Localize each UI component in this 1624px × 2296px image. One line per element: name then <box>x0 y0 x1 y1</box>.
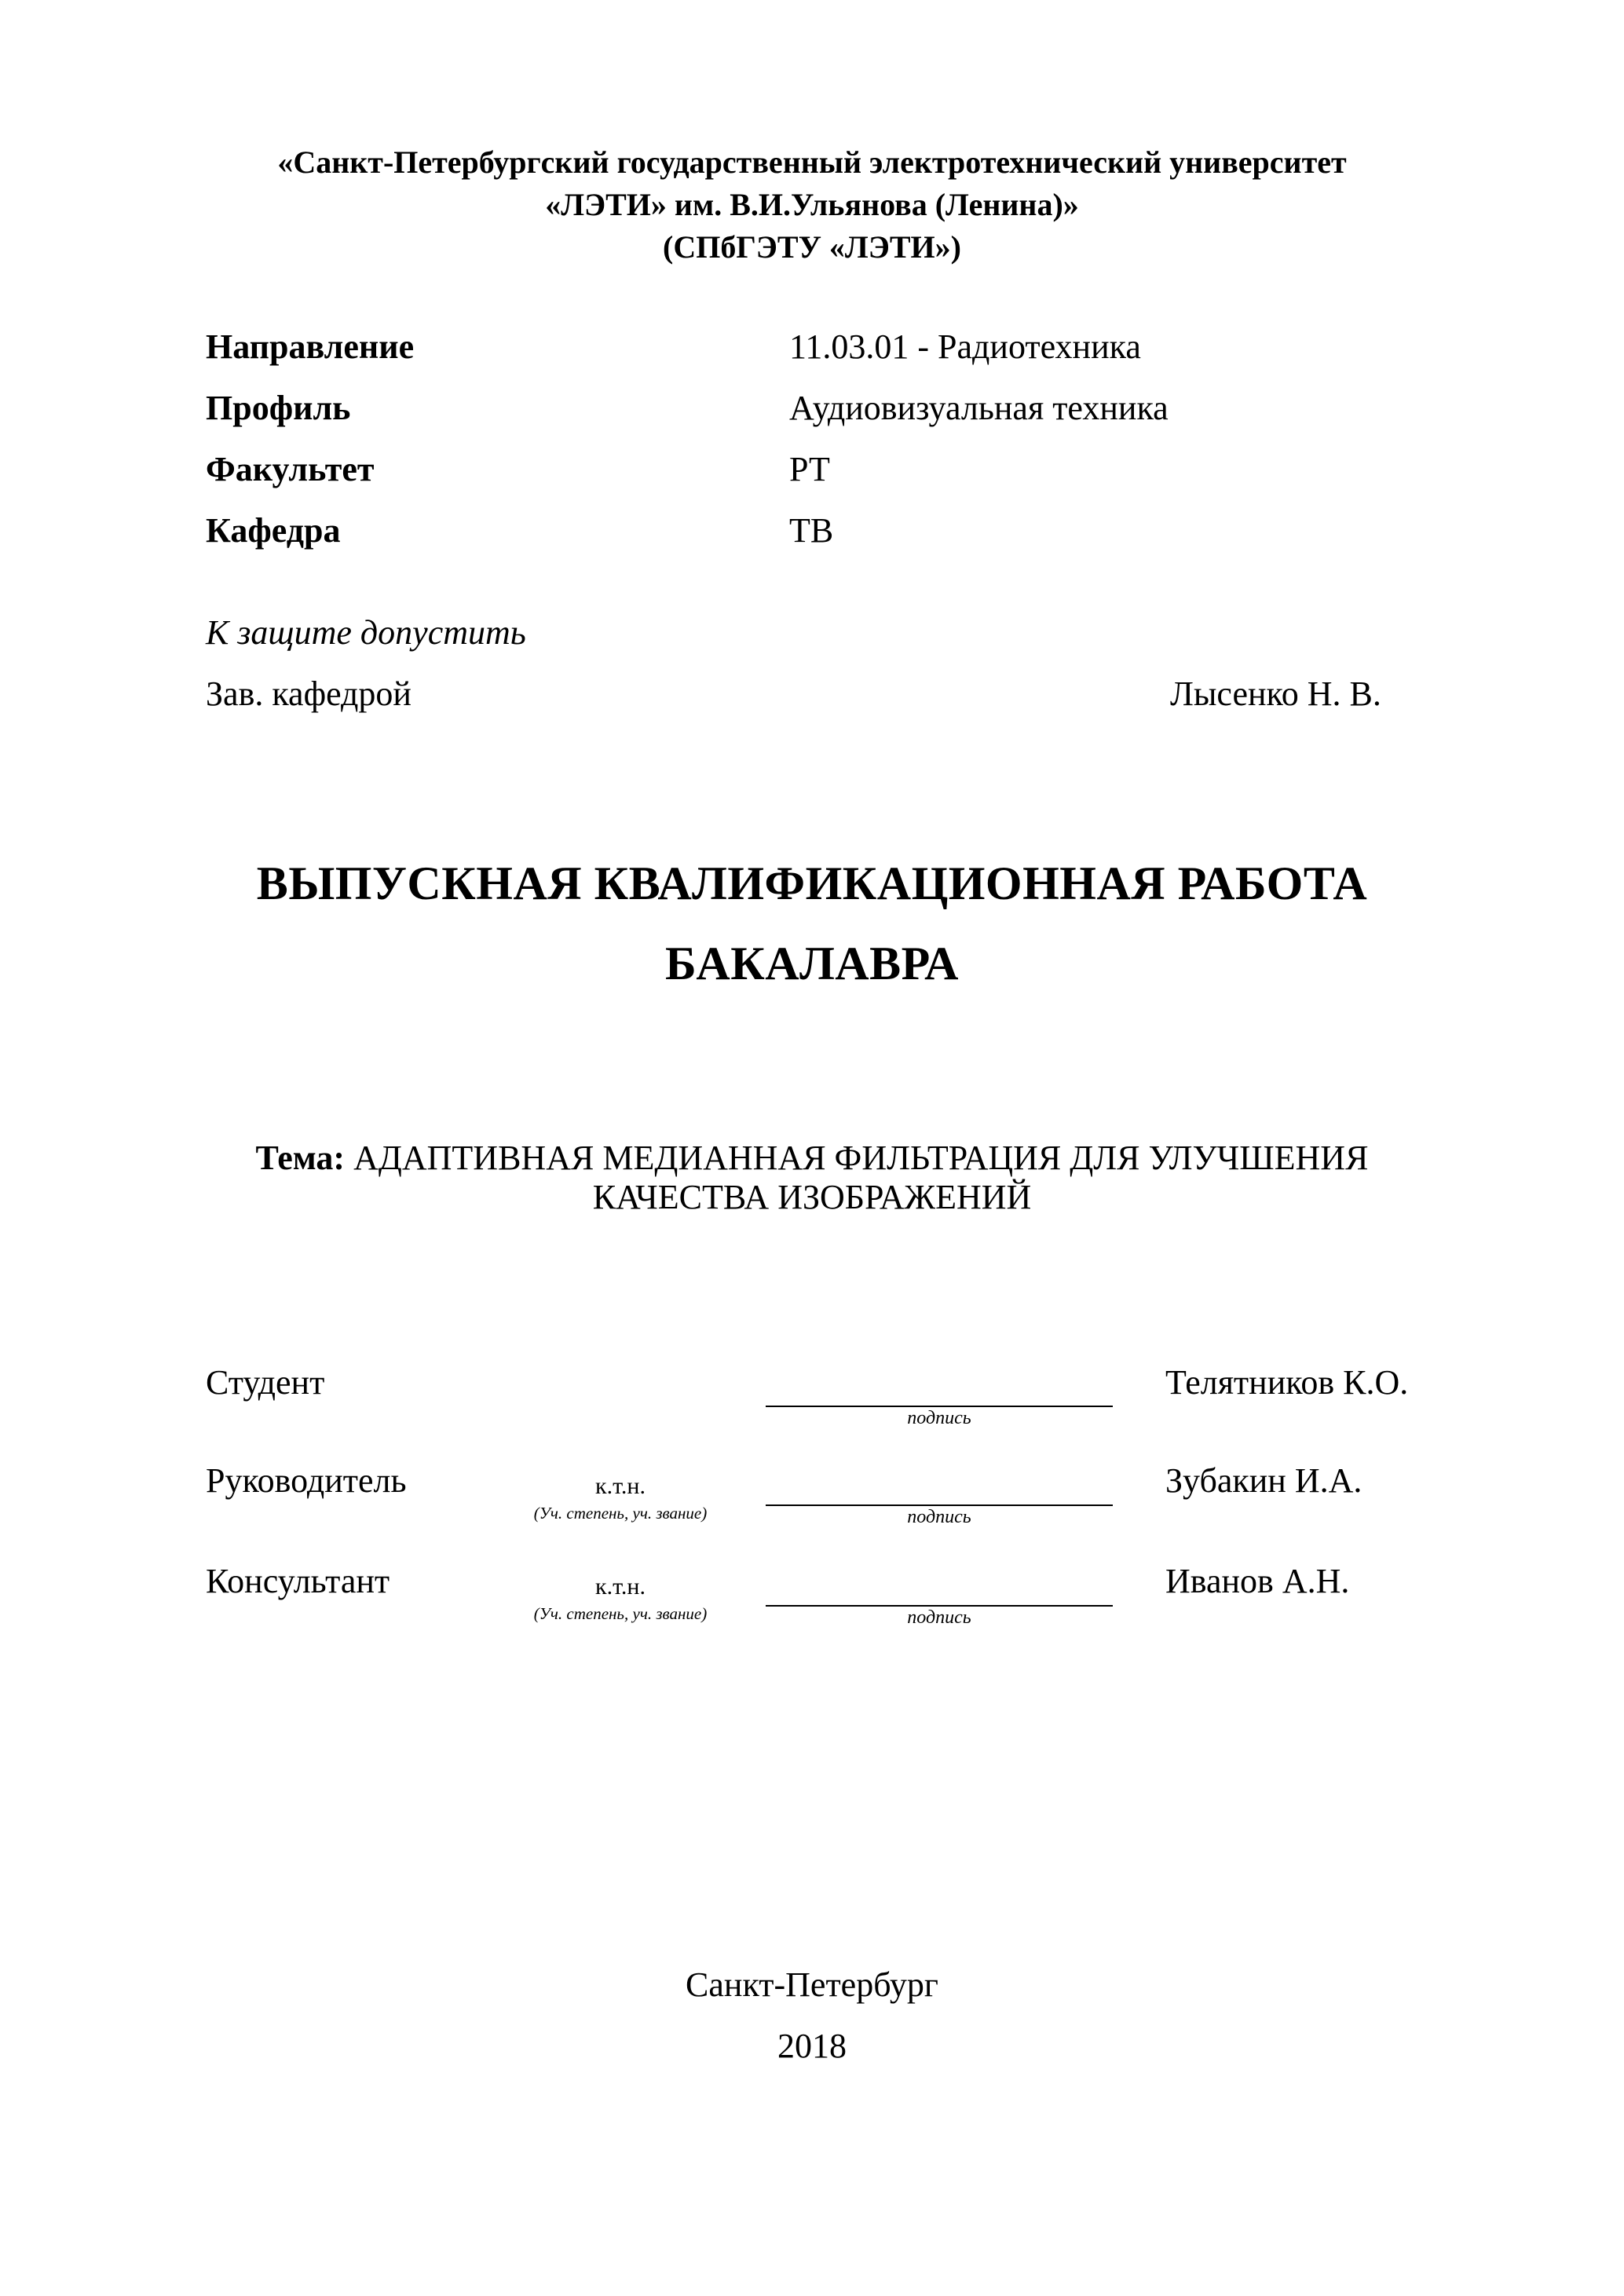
admit-to-defense: К защите допустить <box>206 613 526 652</box>
work-title-line2: БАКАЛАВРА <box>665 938 959 989</box>
year: 2018 <box>777 2027 847 2065</box>
department-label: Кафедра <box>206 511 341 550</box>
student-name: Телятников К.О. <box>1165 1363 1409 1402</box>
profile-label: Профиль <box>206 389 351 427</box>
supervisor-degree-caption: (Уч. степень, уч. звание) <box>533 1504 708 1523</box>
work-title-line1: ВЫПУСКНАЯ КВАЛИФИКАЦИОННАЯ РАБОТА <box>256 857 1368 909</box>
direction-value: 11.03.01 - Радиотехника <box>789 327 1141 366</box>
supervisor-name: Зубакин И.А. <box>1165 1461 1362 1500</box>
consultant-degree: к.т.н. <box>595 1574 646 1600</box>
student-role: Студент <box>206 1363 325 1402</box>
head-of-department-label: Зав. кафедрой <box>206 675 411 713</box>
topic-label: Тема: <box>255 1139 346 1177</box>
topic-text-line1: АДАПТИВНАЯ МЕДИАННАЯ ФИЛЬТРАЦИЯ ДЛЯ УЛУЧШЕНИЯ <box>353 1139 1369 1177</box>
department-value: ТВ <box>789 511 834 550</box>
faculty-value: РТ <box>789 450 830 488</box>
direction-label: Направление <box>206 327 415 366</box>
consultant-signature-caption: подпись <box>907 1607 971 1628</box>
faculty-label: Факультет <box>206 450 375 488</box>
student-signature-line <box>766 1406 1113 1407</box>
supervisor-signature-line <box>766 1504 1113 1506</box>
head-of-department-name: Лысенко Н. В. <box>1170 675 1381 713</box>
profile-value: Аудиовизуальная техника <box>789 389 1169 427</box>
consultant-role: Консультант <box>206 1562 390 1600</box>
consultant-name: Иванов А.Н. <box>1165 1562 1350 1600</box>
topic-text-line2: КАЧЕСТВА ИЗОБРАЖЕНИЙ <box>592 1178 1032 1216</box>
supervisor-signature-caption: подпись <box>907 1507 971 1527</box>
consultant-degree-caption: (Уч. степень, уч. звание) <box>533 1604 708 1623</box>
topic-line1 <box>0 1139 1624 1178</box>
supervisor-role: Руководитель <box>206 1461 407 1500</box>
consultant-signature-line <box>766 1605 1113 1607</box>
university-name-line1: «Санкт-Петербургский государственный электротехнический университет <box>277 144 1347 180</box>
city: Санкт-Петербург <box>686 1965 938 2004</box>
university-name-line2: «ЛЭТИ» им. В.И.Ульянова (Ленина)» <box>545 187 1079 222</box>
student-signature-caption: подпись <box>907 1408 971 1428</box>
supervisor-degree: к.т.н. <box>595 1473 646 1499</box>
university-abbreviation: (СПбГЭТУ «ЛЭТИ») <box>663 229 961 265</box>
